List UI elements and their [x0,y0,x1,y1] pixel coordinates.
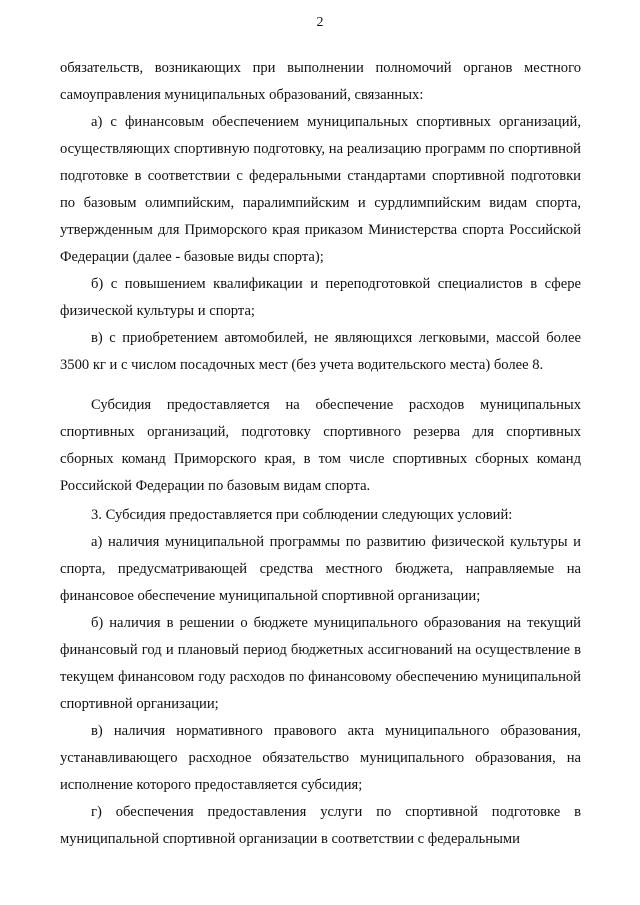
paragraph-item-b-qualification: б) с повышением квалификации и переподготовкой специалистов в сфере физической культуры и спорта; [60,276,581,319]
paragraph-item-a-financing: а) с финансовым обеспечением муниципальных спортивных организаций, осуществляющих спортивную подготовку, на реализацию программ по спортивной подготовке в соответствии с федеральными стандартами спортивной подготовки по базовым олимпийским, паралимпийским и сурдлимпийским видам спорта, утвержденным для Приморского края приказом Министерства спорта Российской Федерации (далее - базовые виды спорта); [60,114,581,265]
paragraph-item-v-vehicles: в) с приобретением автомобилей, не являющихся легковыми, массой более 3500 кг и с числом посадочных мест (без учета водительского места) более 8. [60,330,581,373]
paragraph-condition-v: в) наличия нормативного правового акта муниципального образования, устанавливающего расходное обязательство муниципального образования, на исполнение которого предоставляется субсидия; [60,723,581,793]
paragraph-continuation: обязательств, возникающих при выполнении полномочий органов местного самоуправления муниципальных образований, связанных: [60,60,581,103]
document-body [60,55,581,853]
paragraph-condition-b: б) наличия в решении о бюджете муниципального образования на текущий финансовый год и плановый период бюджетных ассигнований на осуществление в текущем финансовом году расходов по финансовому обеспечению муниципальной спортивной организации; [60,615,581,712]
page-number: 2 [316,15,324,30]
paragraph-subsidy-purpose: Субсидия предоставляется на обеспечение расходов муниципальных спортивных организаций, подготовку спортивного резерва для спортивных сборных команд Приморского края, в том числе спортивных сборных команд Российской Федерации по базовым видам спорта. [60,397,581,494]
paragraph-condition-a: а) наличия муниципальной программы по развитию физической культуры и спорта, предусматривающей средства местного бюджета, направляемые на финансовое обеспечение муниципальной спортивной организации; [60,534,581,604]
paragraph-section-3-conditions: 3. Субсидия предоставляется при соблюдении следующих условий: [91,507,513,523]
paragraph-condition-g: г) обеспечения предоставления услуги по спортивной подготовке в муниципальной спортивной организации в соответствии с федеральными [60,804,581,847]
